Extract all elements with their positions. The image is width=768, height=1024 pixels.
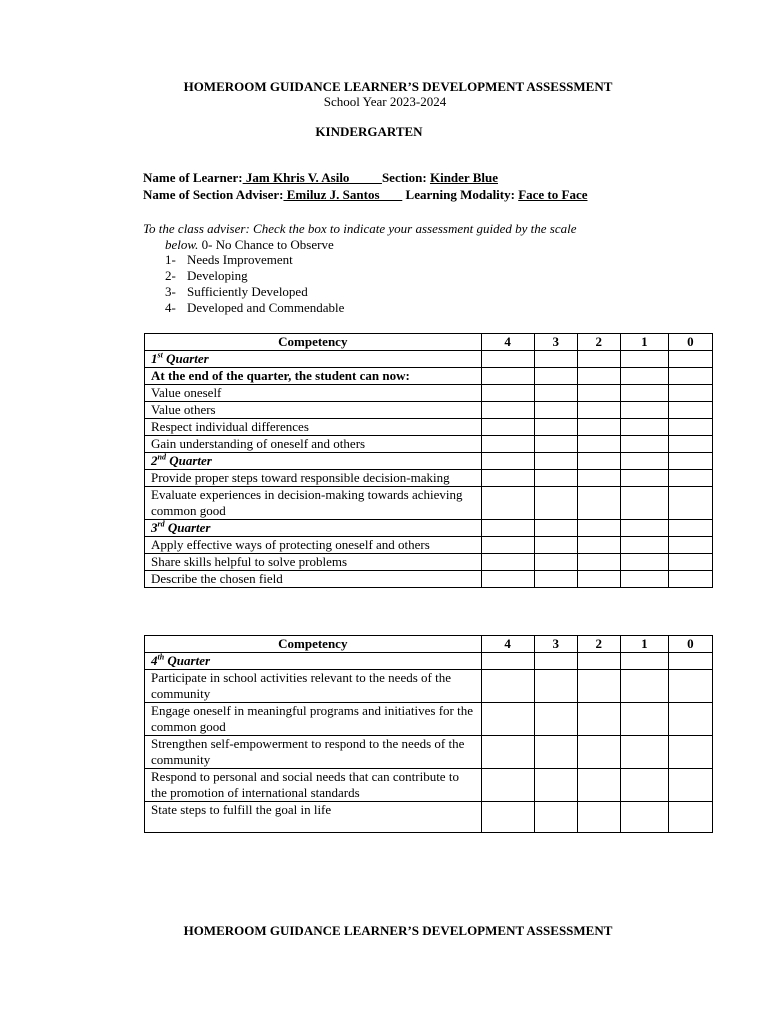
check-box[interactable] — [668, 571, 712, 588]
header-scale-3: 3 — [534, 334, 577, 351]
check-box[interactable] — [481, 487, 534, 520]
check-box[interactable] — [481, 351, 534, 368]
check-box[interactable] — [620, 703, 668, 736]
check-box[interactable] — [668, 470, 712, 487]
table-row — [145, 571, 713, 588]
check-box[interactable] — [481, 520, 534, 537]
check-box[interactable] — [481, 703, 534, 736]
check-box[interactable] — [534, 520, 577, 537]
table-row — [145, 736, 713, 769]
check-box[interactable] — [620, 470, 668, 487]
check-box[interactable] — [481, 802, 534, 833]
table-row — [145, 703, 713, 736]
table-row — [145, 487, 713, 520]
header-scale-0: 0 — [668, 334, 712, 351]
check-box[interactable] — [668, 402, 712, 419]
quarter-row — [145, 653, 713, 670]
check-box[interactable] — [481, 736, 534, 769]
check-box[interactable] — [620, 571, 668, 588]
table-header-row — [145, 636, 713, 653]
table-row — [145, 436, 713, 453]
competency-intro: At the end of the quarter, the student can now: — [145, 368, 482, 385]
scale-label: Developed and Commendable — [187, 300, 345, 315]
check-box[interactable] — [668, 520, 712, 537]
scale-item-1 — [165, 252, 293, 268]
check-box[interactable] — [668, 385, 712, 402]
table-row — [145, 537, 713, 554]
adviser-info-line — [143, 187, 588, 203]
check-box[interactable] — [668, 351, 712, 368]
check-box[interactable] — [534, 419, 577, 436]
check-box[interactable] — [534, 436, 577, 453]
quarter-row — [145, 520, 713, 537]
scale-item-3 — [165, 284, 308, 300]
quarter-label-4: 4th Quarter — [145, 653, 482, 670]
check-box[interactable] — [481, 769, 534, 802]
check-box[interactable] — [620, 537, 668, 554]
check-box[interactable] — [620, 670, 668, 703]
scale-item-0: 0- No Chance to Observe — [198, 237, 334, 252]
competency-table-1 — [144, 333, 713, 588]
competency-text: State steps to fulfill the goal in life — [145, 802, 482, 833]
header-scale-2: 2 — [577, 636, 620, 653]
adviser-label: Name of Section Adviser: — [143, 187, 284, 202]
scale-label: Developing — [187, 268, 248, 283]
quarter-label-3: 3rd Quarter — [145, 520, 482, 537]
header-scale-3: 3 — [534, 636, 577, 653]
header-scale-4: 4 — [481, 334, 534, 351]
scale-num: 2- — [165, 268, 176, 283]
learner-info-line — [143, 170, 498, 186]
competency-text: Evaluate experiences in decision-making towards achieving common good — [145, 487, 482, 520]
table-row — [145, 802, 713, 833]
check-box[interactable] — [620, 419, 668, 436]
competency-text: Value others — [145, 402, 482, 419]
check-box[interactable] — [620, 802, 668, 833]
check-box[interactable] — [668, 670, 712, 703]
check-box[interactable] — [577, 554, 620, 571]
modality-label: Learning Modality: — [405, 187, 515, 202]
table-row — [145, 368, 713, 385]
table-row — [145, 554, 713, 571]
check-box[interactable] — [620, 402, 668, 419]
learner-name-label: Name of Learner: — [143, 170, 243, 185]
header-scale-1: 1 — [620, 636, 668, 653]
check-box[interactable] — [534, 769, 577, 802]
check-box[interactable] — [577, 470, 620, 487]
header-competency: Competency — [145, 636, 482, 653]
grade-level: KINDERGARTEN — [315, 124, 423, 139]
check-box[interactable] — [668, 453, 712, 470]
check-box[interactable] — [577, 670, 620, 703]
check-box[interactable] — [481, 653, 534, 670]
check-box[interactable] — [668, 703, 712, 736]
competency-text: Respect individual differences — [145, 419, 482, 436]
check-box[interactable] — [577, 385, 620, 402]
check-box[interactable] — [577, 571, 620, 588]
check-box[interactable] — [481, 571, 534, 588]
check-box[interactable] — [577, 368, 620, 385]
check-box[interactable] — [481, 368, 534, 385]
quarter-label-2: 2nd Quarter — [145, 453, 482, 470]
check-box[interactable] — [668, 769, 712, 802]
check-box[interactable] — [577, 453, 620, 470]
competency-text: Respond to personal and social needs that can contribute to the promotion of international standards — [145, 769, 482, 802]
check-box[interactable] — [534, 703, 577, 736]
check-box[interactable] — [668, 487, 712, 520]
next-page-title: HOMEROOM GUIDANCE LEARNER’S DEVELOPMENT ASSESSMENT — [183, 923, 613, 938]
check-box[interactable] — [577, 653, 620, 670]
check-box[interactable] — [620, 487, 668, 520]
quarter-row — [145, 351, 713, 368]
check-box[interactable] — [481, 470, 534, 487]
check-box[interactable] — [577, 802, 620, 833]
check-box[interactable] — [620, 385, 668, 402]
check-box[interactable] — [481, 453, 534, 470]
check-box[interactable] — [620, 351, 668, 368]
competency-text: Gain understanding of oneself and others — [145, 436, 482, 453]
check-box[interactable] — [577, 537, 620, 554]
check-box[interactable] — [620, 653, 668, 670]
section-value: Kinder Blue — [429, 170, 498, 185]
check-box[interactable] — [534, 351, 577, 368]
table-row — [145, 402, 713, 419]
check-box[interactable] — [620, 453, 668, 470]
check-box[interactable] — [620, 368, 668, 385]
competency-text: Strengthen self-empowerment to respond to the needs of the community — [145, 736, 482, 769]
table-row — [145, 419, 713, 436]
check-box[interactable] — [481, 537, 534, 554]
competency-table-2 — [144, 635, 713, 833]
document-title: HOMEROOM GUIDANCE LEARNER’S DEVELOPMENT ASSESSMENT — [183, 79, 613, 94]
instruction-line-2 — [165, 237, 334, 253]
modality-value: Face to Face — [518, 187, 588, 202]
quarter-row — [145, 453, 713, 470]
check-box[interactable] — [668, 554, 712, 571]
header-competency: Competency — [145, 334, 482, 351]
check-box[interactable] — [668, 653, 712, 670]
check-box[interactable] — [481, 554, 534, 571]
section-label: Section: — [381, 170, 427, 185]
check-box[interactable] — [534, 802, 577, 833]
table-row — [145, 769, 713, 802]
competency-text: Engage oneself in meaningful programs and initiatives for the common good — [145, 703, 482, 736]
header-scale-2: 2 — [577, 334, 620, 351]
check-box[interactable] — [481, 385, 534, 402]
check-box[interactable] — [577, 736, 620, 769]
check-box[interactable] — [481, 402, 534, 419]
check-box[interactable] — [577, 436, 620, 453]
check-box[interactable] — [620, 520, 668, 537]
table-row — [145, 470, 713, 487]
table-header-row — [145, 334, 713, 351]
header-scale-1: 1 — [620, 334, 668, 351]
header-scale-0: 0 — [668, 636, 712, 653]
check-box[interactable] — [620, 554, 668, 571]
check-box[interactable] — [534, 736, 577, 769]
check-box[interactable] — [534, 571, 577, 588]
scale-label: Sufficiently Developed — [187, 284, 308, 299]
competency-text: Value oneself — [145, 385, 482, 402]
check-box[interactable] — [577, 402, 620, 419]
check-box[interactable] — [481, 436, 534, 453]
check-box[interactable] — [620, 736, 668, 769]
scale-item-4 — [165, 300, 344, 316]
check-box[interactable] — [534, 453, 577, 470]
check-box[interactable] — [577, 520, 620, 537]
check-box[interactable] — [534, 487, 577, 520]
scale-item-2 — [165, 268, 248, 284]
check-box[interactable] — [668, 419, 712, 436]
check-box[interactable] — [668, 368, 712, 385]
scale-num: 3- — [165, 284, 176, 299]
check-box[interactable] — [534, 368, 577, 385]
check-box[interactable] — [668, 436, 712, 453]
check-box[interactable] — [481, 419, 534, 436]
check-box[interactable] — [534, 554, 577, 571]
competency-text: Participate in school activities relevant to the needs of the community — [145, 670, 482, 703]
table-row — [145, 670, 713, 703]
competency-text: Share skills helpful to solve problems — [145, 554, 482, 571]
check-box[interactable] — [534, 470, 577, 487]
competency-text: Describe the chosen field — [145, 571, 482, 588]
scale-label: Needs Improvement — [187, 252, 293, 267]
check-box[interactable] — [577, 769, 620, 802]
learner-name-value: Jam Khris V. Asilo — [242, 170, 382, 185]
instruction-line-1: To the class adviser: Check the box to indicate your assessment guided by the scale — [143, 221, 577, 236]
check-box[interactable] — [577, 487, 620, 520]
check-box[interactable] — [668, 537, 712, 554]
header-scale-4: 4 — [481, 636, 534, 653]
check-box[interactable] — [620, 436, 668, 453]
scale-num: 4- — [165, 300, 176, 315]
check-box[interactable] — [577, 419, 620, 436]
check-box[interactable] — [534, 402, 577, 419]
check-box[interactable] — [620, 769, 668, 802]
school-year: School Year 2023-2024 — [323, 94, 447, 109]
check-box[interactable] — [481, 670, 534, 703]
check-box[interactable] — [534, 670, 577, 703]
check-box[interactable] — [534, 537, 577, 554]
check-box[interactable] — [534, 385, 577, 402]
competency-text: Apply effective ways of protecting oneself and others — [145, 537, 482, 554]
check-box[interactable] — [668, 802, 712, 833]
check-box[interactable] — [534, 653, 577, 670]
check-box[interactable] — [668, 736, 712, 769]
competency-text: Provide proper steps toward responsible decision-making — [145, 470, 482, 487]
adviser-value: Emiluz J. Santos — [283, 187, 403, 202]
quarter-label-1: 1st Quarter — [145, 351, 482, 368]
table-row — [145, 385, 713, 402]
instruction-below: below. — [165, 237, 199, 252]
scale-num: 1- — [165, 252, 176, 267]
check-box[interactable] — [577, 703, 620, 736]
check-box[interactable] — [577, 351, 620, 368]
